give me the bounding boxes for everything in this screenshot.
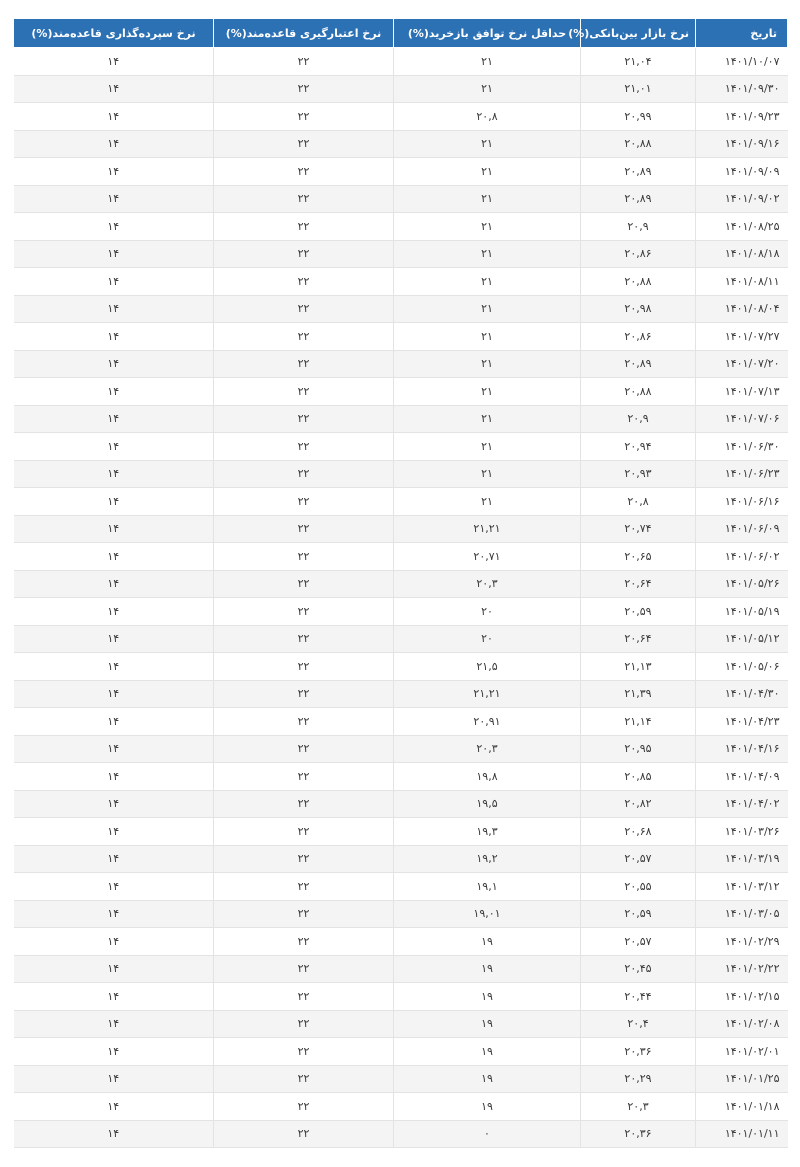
- table-row: [14, 488, 788, 516]
- cell-credit-rate: ۲۲: [214, 845, 394, 873]
- cell-date: ۱۴۰۱/۰۲/۲۹: [696, 928, 788, 956]
- header-row: [14, 19, 788, 48]
- cell-date: ۱۴۰۱/۰۶/۰۲: [696, 543, 788, 571]
- cell-market-rate: ۲۰,۸۶: [581, 240, 696, 268]
- cell-repo-min-rate: ۲۱: [394, 158, 581, 186]
- table-row: [14, 323, 788, 351]
- table-row: [14, 1093, 788, 1121]
- table-row: [14, 350, 788, 378]
- cell-repo-min-rate: ۲۱: [394, 185, 581, 213]
- table-row: [14, 240, 788, 268]
- cell-credit-rate: ۲۲: [214, 873, 394, 901]
- cell-credit-rate: ۲۲: [214, 1010, 394, 1038]
- cell-date: ۱۴۰۱/۰۸/۲۵: [696, 213, 788, 241]
- cell-repo-min-rate: ۲۱: [394, 240, 581, 268]
- cell-market-rate: ۲۰,۵۹: [581, 900, 696, 928]
- cell-repo-min-rate: ۱۹: [394, 1038, 581, 1066]
- cell-date: ۱۴۰۱/۰۳/۲۶: [696, 818, 788, 846]
- table-row: [14, 130, 788, 158]
- cell-credit-rate: ۲۲: [214, 928, 394, 956]
- cell-market-rate: ۲۰,۴۴: [581, 983, 696, 1011]
- cell-date: ۱۴۰۱/۰۹/۰۲: [696, 185, 788, 213]
- cell-repo-min-rate: ۲۱,۲۱: [394, 680, 581, 708]
- table-row: [14, 790, 788, 818]
- rates-table-container: [13, 18, 787, 1148]
- cell-date: ۱۴۰۱/۰۹/۰۹: [696, 158, 788, 186]
- cell-date: ۱۴۰۱/۰۷/۲۰: [696, 350, 788, 378]
- header-date: تاریخ: [696, 19, 788, 48]
- header-market-rate: نرخ بازار بین‌بانکی(%): [581, 19, 696, 48]
- cell-credit-rate: ۲۲: [214, 570, 394, 598]
- cell-deposit-rate: ۱۴: [14, 763, 214, 791]
- cell-repo-min-rate: ۲۱: [394, 323, 581, 351]
- cell-deposit-rate: ۱۴: [14, 213, 214, 241]
- cell-deposit-rate: ۱۴: [14, 543, 214, 571]
- table-row: [14, 378, 788, 406]
- cell-credit-rate: ۲۲: [214, 1120, 394, 1148]
- cell-market-rate: ۲۰,۳۶: [581, 1038, 696, 1066]
- cell-deposit-rate: ۱۴: [14, 378, 214, 406]
- cell-credit-rate: ۲۲: [214, 1038, 394, 1066]
- table-header: [14, 19, 788, 48]
- cell-credit-rate: ۲۲: [214, 350, 394, 378]
- cell-deposit-rate: ۱۴: [14, 790, 214, 818]
- cell-repo-min-rate: ۱۹,۲: [394, 845, 581, 873]
- cell-deposit-rate: ۱۴: [14, 1093, 214, 1121]
- table-row: [14, 983, 788, 1011]
- cell-repo-min-rate: ۲۱: [394, 378, 581, 406]
- cell-deposit-rate: ۱۴: [14, 900, 214, 928]
- table-row: [14, 213, 788, 241]
- cell-credit-rate: ۲۲: [214, 653, 394, 681]
- cell-date: ۱۴۰۱/۰۵/۰۶: [696, 653, 788, 681]
- table-row: [14, 708, 788, 736]
- cell-repo-min-rate: ۲۱: [394, 75, 581, 103]
- cell-repo-min-rate: ۱۹,۱: [394, 873, 581, 901]
- cell-date: ۱۴۰۱/۰۹/۲۳: [696, 103, 788, 131]
- cell-deposit-rate: ۱۴: [14, 433, 214, 461]
- table-row: [14, 103, 788, 131]
- cell-repo-min-rate: ۲۰: [394, 598, 581, 626]
- cell-date: ۱۴۰۱/۰۱/۲۵: [696, 1065, 788, 1093]
- cell-date: ۱۴۰۱/۰۸/۰۴: [696, 295, 788, 323]
- cell-market-rate: ۲۰,۸۵: [581, 763, 696, 791]
- cell-deposit-rate: ۱۴: [14, 570, 214, 598]
- cell-deposit-rate: ۱۴: [14, 460, 214, 488]
- cell-market-rate: ۲۱,۳۹: [581, 680, 696, 708]
- cell-repo-min-rate: ۱۹,۵: [394, 790, 581, 818]
- cell-credit-rate: ۲۲: [214, 543, 394, 571]
- cell-credit-rate: ۲۲: [214, 75, 394, 103]
- cell-deposit-rate: ۱۴: [14, 708, 214, 736]
- cell-deposit-rate: ۱۴: [14, 295, 214, 323]
- cell-repo-min-rate: ۲۰,۷۱: [394, 543, 581, 571]
- cell-market-rate: ۲۰,۹۵: [581, 735, 696, 763]
- table-row: [14, 763, 788, 791]
- cell-credit-rate: ۲۲: [214, 515, 394, 543]
- table-body: [14, 48, 788, 1148]
- cell-credit-rate: ۲۲: [214, 818, 394, 846]
- cell-credit-rate: ۲۲: [214, 460, 394, 488]
- cell-market-rate: ۲۰,۵۹: [581, 598, 696, 626]
- cell-date: ۱۴۰۱/۰۶/۰۹: [696, 515, 788, 543]
- cell-market-rate: ۲۰,۵۵: [581, 873, 696, 901]
- cell-deposit-rate: ۱۴: [14, 653, 214, 681]
- cell-date: ۱۴۰۱/۰۳/۰۵: [696, 900, 788, 928]
- cell-credit-rate: ۲۲: [214, 1065, 394, 1093]
- cell-credit-rate: ۲۲: [214, 708, 394, 736]
- cell-date: ۱۴۰۱/۰۸/۱۱: [696, 268, 788, 296]
- cell-market-rate: ۲۱,۱۳: [581, 653, 696, 681]
- cell-credit-rate: ۲۲: [214, 405, 394, 433]
- cell-date: ۱۴۰۱/۰۲/۲۲: [696, 955, 788, 983]
- cell-market-rate: ۲۰,۸۸: [581, 268, 696, 296]
- cell-credit-rate: ۲۲: [214, 130, 394, 158]
- cell-date: ۱۴۰۱/۰۶/۲۳: [696, 460, 788, 488]
- cell-repo-min-rate: ۱۹: [394, 955, 581, 983]
- table-row: [14, 845, 788, 873]
- table-row: [14, 818, 788, 846]
- cell-credit-rate: ۲۲: [214, 213, 394, 241]
- table-row: [14, 873, 788, 901]
- cell-credit-rate: ۲۲: [214, 790, 394, 818]
- cell-repo-min-rate: ۲۱: [394, 295, 581, 323]
- cell-date: ۱۴۰۱/۰۶/۱۶: [696, 488, 788, 516]
- cell-repo-min-rate: ۲۰,۳: [394, 570, 581, 598]
- cell-date: ۱۴۰۱/۰۳/۱۲: [696, 873, 788, 901]
- table-row: [14, 158, 788, 186]
- cell-market-rate: ۲۰,۶۴: [581, 625, 696, 653]
- cell-market-rate: ۲۰,۲۹: [581, 1065, 696, 1093]
- cell-date: ۱۴۰۱/۰۹/۱۶: [696, 130, 788, 158]
- cell-deposit-rate: ۱۴: [14, 515, 214, 543]
- cell-deposit-rate: ۱۴: [14, 350, 214, 378]
- cell-credit-rate: ۲۲: [214, 598, 394, 626]
- cell-market-rate: ۲۰,۳۶: [581, 1120, 696, 1148]
- cell-repo-min-rate: ۲۱: [394, 350, 581, 378]
- table-row: [14, 598, 788, 626]
- cell-repo-min-rate: ۱۹: [394, 1010, 581, 1038]
- cell-date: ۱۴۰۱/۰۲/۰۸: [696, 1010, 788, 1038]
- table-row: [14, 48, 788, 76]
- table-row: [14, 543, 788, 571]
- cell-market-rate: ۲۰,۴۵: [581, 955, 696, 983]
- cell-repo-min-rate: ۲۱: [394, 405, 581, 433]
- cell-deposit-rate: ۱۴: [14, 818, 214, 846]
- cell-credit-rate: ۲۲: [214, 1093, 394, 1121]
- table-row: [14, 680, 788, 708]
- cell-deposit-rate: ۱۴: [14, 735, 214, 763]
- cell-market-rate: ۲۰,۹: [581, 213, 696, 241]
- table-row: [14, 570, 788, 598]
- cell-market-rate: ۲۰,۵۷: [581, 928, 696, 956]
- cell-deposit-rate: ۱۴: [14, 1010, 214, 1038]
- cell-repo-min-rate: ۲۰,۹۱: [394, 708, 581, 736]
- cell-deposit-rate: ۱۴: [14, 405, 214, 433]
- cell-deposit-rate: ۱۴: [14, 1065, 214, 1093]
- cell-market-rate: ۲۰,۹۹: [581, 103, 696, 131]
- cell-deposit-rate: ۱۴: [14, 680, 214, 708]
- cell-date: ۱۴۰۱/۰۴/۱۶: [696, 735, 788, 763]
- cell-repo-min-rate: ۱۹,۰۱: [394, 900, 581, 928]
- cell-date: ۱۴۰۱/۰۴/۳۰: [696, 680, 788, 708]
- cell-credit-rate: ۲۲: [214, 763, 394, 791]
- table-row: [14, 1010, 788, 1038]
- cell-market-rate: ۲۰,۴: [581, 1010, 696, 1038]
- table-row: [14, 515, 788, 543]
- cell-market-rate: ۲۰,۶۸: [581, 818, 696, 846]
- table-row: [14, 653, 788, 681]
- cell-date: ۱۴۰۱/۰۱/۱۱: [696, 1120, 788, 1148]
- cell-credit-rate: ۲۲: [214, 625, 394, 653]
- cell-market-rate: ۲۰,۹۴: [581, 433, 696, 461]
- table-row: [14, 955, 788, 983]
- cell-deposit-rate: ۱۴: [14, 158, 214, 186]
- cell-repo-min-rate: ۲۱: [394, 213, 581, 241]
- table-row: [14, 460, 788, 488]
- cell-deposit-rate: ۱۴: [14, 48, 214, 76]
- cell-credit-rate: ۲۲: [214, 323, 394, 351]
- cell-date: ۱۴۰۱/۰۲/۱۵: [696, 983, 788, 1011]
- cell-deposit-rate: ۱۴: [14, 1038, 214, 1066]
- table-row: [14, 1038, 788, 1066]
- cell-market-rate: ۲۰,۶۵: [581, 543, 696, 571]
- cell-credit-rate: ۲۲: [214, 488, 394, 516]
- cell-credit-rate: ۲۲: [214, 983, 394, 1011]
- cell-market-rate: ۲۰,۸: [581, 488, 696, 516]
- cell-date: ۱۴۰۱/۰۸/۱۸: [696, 240, 788, 268]
- cell-date: ۱۴۰۱/۰۹/۳۰: [696, 75, 788, 103]
- cell-credit-rate: ۲۲: [214, 900, 394, 928]
- cell-market-rate: ۲۰,۸۹: [581, 185, 696, 213]
- cell-deposit-rate: ۱۴: [14, 75, 214, 103]
- cell-deposit-rate: ۱۴: [14, 845, 214, 873]
- cell-credit-rate: ۲۲: [214, 735, 394, 763]
- cell-deposit-rate: ۱۴: [14, 983, 214, 1011]
- cell-market-rate: ۲۰,۷۴: [581, 515, 696, 543]
- cell-market-rate: ۲۱,۰۱: [581, 75, 696, 103]
- cell-market-rate: ۲۰,۸۸: [581, 130, 696, 158]
- cell-repo-min-rate: ۱۹: [394, 928, 581, 956]
- cell-deposit-rate: ۱۴: [14, 625, 214, 653]
- table-row: [14, 1120, 788, 1148]
- cell-credit-rate: ۲۲: [214, 103, 394, 131]
- cell-market-rate: ۲۰,۳: [581, 1093, 696, 1121]
- cell-repo-min-rate: ۱۹: [394, 983, 581, 1011]
- cell-date: ۱۴۰۱/۰۱/۱۸: [696, 1093, 788, 1121]
- cell-market-rate: ۲۰,۸۹: [581, 158, 696, 186]
- cell-repo-min-rate: ۲۰,۳: [394, 735, 581, 763]
- cell-deposit-rate: ۱۴: [14, 103, 214, 131]
- table-row: [14, 405, 788, 433]
- cell-market-rate: ۲۱,۰۴: [581, 48, 696, 76]
- cell-credit-rate: ۲۲: [214, 268, 394, 296]
- rates-table: [13, 18, 788, 1148]
- cell-deposit-rate: ۱۴: [14, 240, 214, 268]
- cell-credit-rate: ۲۲: [214, 48, 394, 76]
- cell-market-rate: ۲۰,۹۳: [581, 460, 696, 488]
- cell-deposit-rate: ۱۴: [14, 955, 214, 983]
- cell-deposit-rate: ۱۴: [14, 488, 214, 516]
- cell-repo-min-rate: ۰: [394, 1120, 581, 1148]
- cell-repo-min-rate: ۱۹,۸: [394, 763, 581, 791]
- cell-repo-min-rate: ۲۱: [394, 268, 581, 296]
- cell-deposit-rate: ۱۴: [14, 323, 214, 351]
- table-row: [14, 928, 788, 956]
- cell-repo-min-rate: ۲۱: [394, 433, 581, 461]
- cell-market-rate: ۲۰,۸۶: [581, 323, 696, 351]
- table-row: [14, 268, 788, 296]
- cell-credit-rate: ۲۲: [214, 433, 394, 461]
- cell-deposit-rate: ۱۴: [14, 1120, 214, 1148]
- cell-credit-rate: ۲۲: [214, 240, 394, 268]
- table-row: [14, 735, 788, 763]
- cell-market-rate: ۲۰,۸۸: [581, 378, 696, 406]
- cell-market-rate: ۲۰,۹۸: [581, 295, 696, 323]
- cell-credit-rate: ۲۲: [214, 680, 394, 708]
- cell-date: ۱۴۰۱/۰۷/۰۶: [696, 405, 788, 433]
- cell-repo-min-rate: ۱۹,۳: [394, 818, 581, 846]
- cell-date: ۱۴۰۱/۰۴/۰۹: [696, 763, 788, 791]
- cell-date: ۱۴۰۱/۰۷/۱۳: [696, 378, 788, 406]
- cell-credit-rate: ۲۲: [214, 185, 394, 213]
- cell-credit-rate: ۲۲: [214, 955, 394, 983]
- cell-repo-min-rate: ۲۱,۲۱: [394, 515, 581, 543]
- cell-repo-min-rate: ۱۹: [394, 1065, 581, 1093]
- table-row: [14, 1065, 788, 1093]
- header-deposit-rate: نرخ سپرده‌گذاری قاعده‌مند(%): [14, 19, 214, 48]
- header-credit-rate: نرخ اعتبارگیری قاعده‌مند(%): [214, 19, 394, 48]
- cell-repo-min-rate: ۲۱: [394, 488, 581, 516]
- cell-date: ۱۴۰۱/۰۵/۲۶: [696, 570, 788, 598]
- cell-repo-min-rate: ۲۱: [394, 48, 581, 76]
- table-row: [14, 185, 788, 213]
- cell-repo-min-rate: ۲۱: [394, 460, 581, 488]
- table-row: [14, 433, 788, 461]
- header-repo-min-rate: حداقل نرخ توافق بازخرید(%): [394, 19, 581, 48]
- cell-date: ۱۴۰۱/۱۰/۰۷: [696, 48, 788, 76]
- cell-deposit-rate: ۱۴: [14, 268, 214, 296]
- cell-date: ۱۴۰۱/۰۳/۱۹: [696, 845, 788, 873]
- cell-date: ۱۴۰۱/۰۷/۲۷: [696, 323, 788, 351]
- cell-market-rate: ۲۰,۸۲: [581, 790, 696, 818]
- cell-date: ۱۴۰۱/۰۵/۱۹: [696, 598, 788, 626]
- cell-date: ۱۴۰۱/۰۴/۰۲: [696, 790, 788, 818]
- cell-credit-rate: ۲۲: [214, 378, 394, 406]
- cell-market-rate: ۲۰,۸۹: [581, 350, 696, 378]
- table-row: [14, 625, 788, 653]
- cell-market-rate: ۲۱,۱۴: [581, 708, 696, 736]
- cell-repo-min-rate: ۲۱,۵: [394, 653, 581, 681]
- cell-market-rate: ۲۰,۹: [581, 405, 696, 433]
- cell-deposit-rate: ۱۴: [14, 598, 214, 626]
- cell-market-rate: ۲۰,۵۷: [581, 845, 696, 873]
- cell-date: ۱۴۰۱/۰۶/۳۰: [696, 433, 788, 461]
- cell-deposit-rate: ۱۴: [14, 185, 214, 213]
- cell-date: ۱۴۰۱/۰۵/۱۲: [696, 625, 788, 653]
- cell-credit-rate: ۲۲: [214, 295, 394, 323]
- cell-market-rate: ۲۰,۶۴: [581, 570, 696, 598]
- cell-date: ۱۴۰۱/۰۴/۲۳: [696, 708, 788, 736]
- table-row: [14, 295, 788, 323]
- cell-repo-min-rate: ۲۰,۸: [394, 103, 581, 131]
- cell-deposit-rate: ۱۴: [14, 928, 214, 956]
- cell-repo-min-rate: ۲۰: [394, 625, 581, 653]
- cell-credit-rate: ۲۲: [214, 158, 394, 186]
- table-row: [14, 75, 788, 103]
- cell-deposit-rate: ۱۴: [14, 130, 214, 158]
- cell-repo-min-rate: ۱۹: [394, 1093, 581, 1121]
- cell-deposit-rate: ۱۴: [14, 873, 214, 901]
- cell-repo-min-rate: ۲۱: [394, 130, 581, 158]
- cell-date: ۱۴۰۱/۰۲/۰۱: [696, 1038, 788, 1066]
- table-row: [14, 900, 788, 928]
